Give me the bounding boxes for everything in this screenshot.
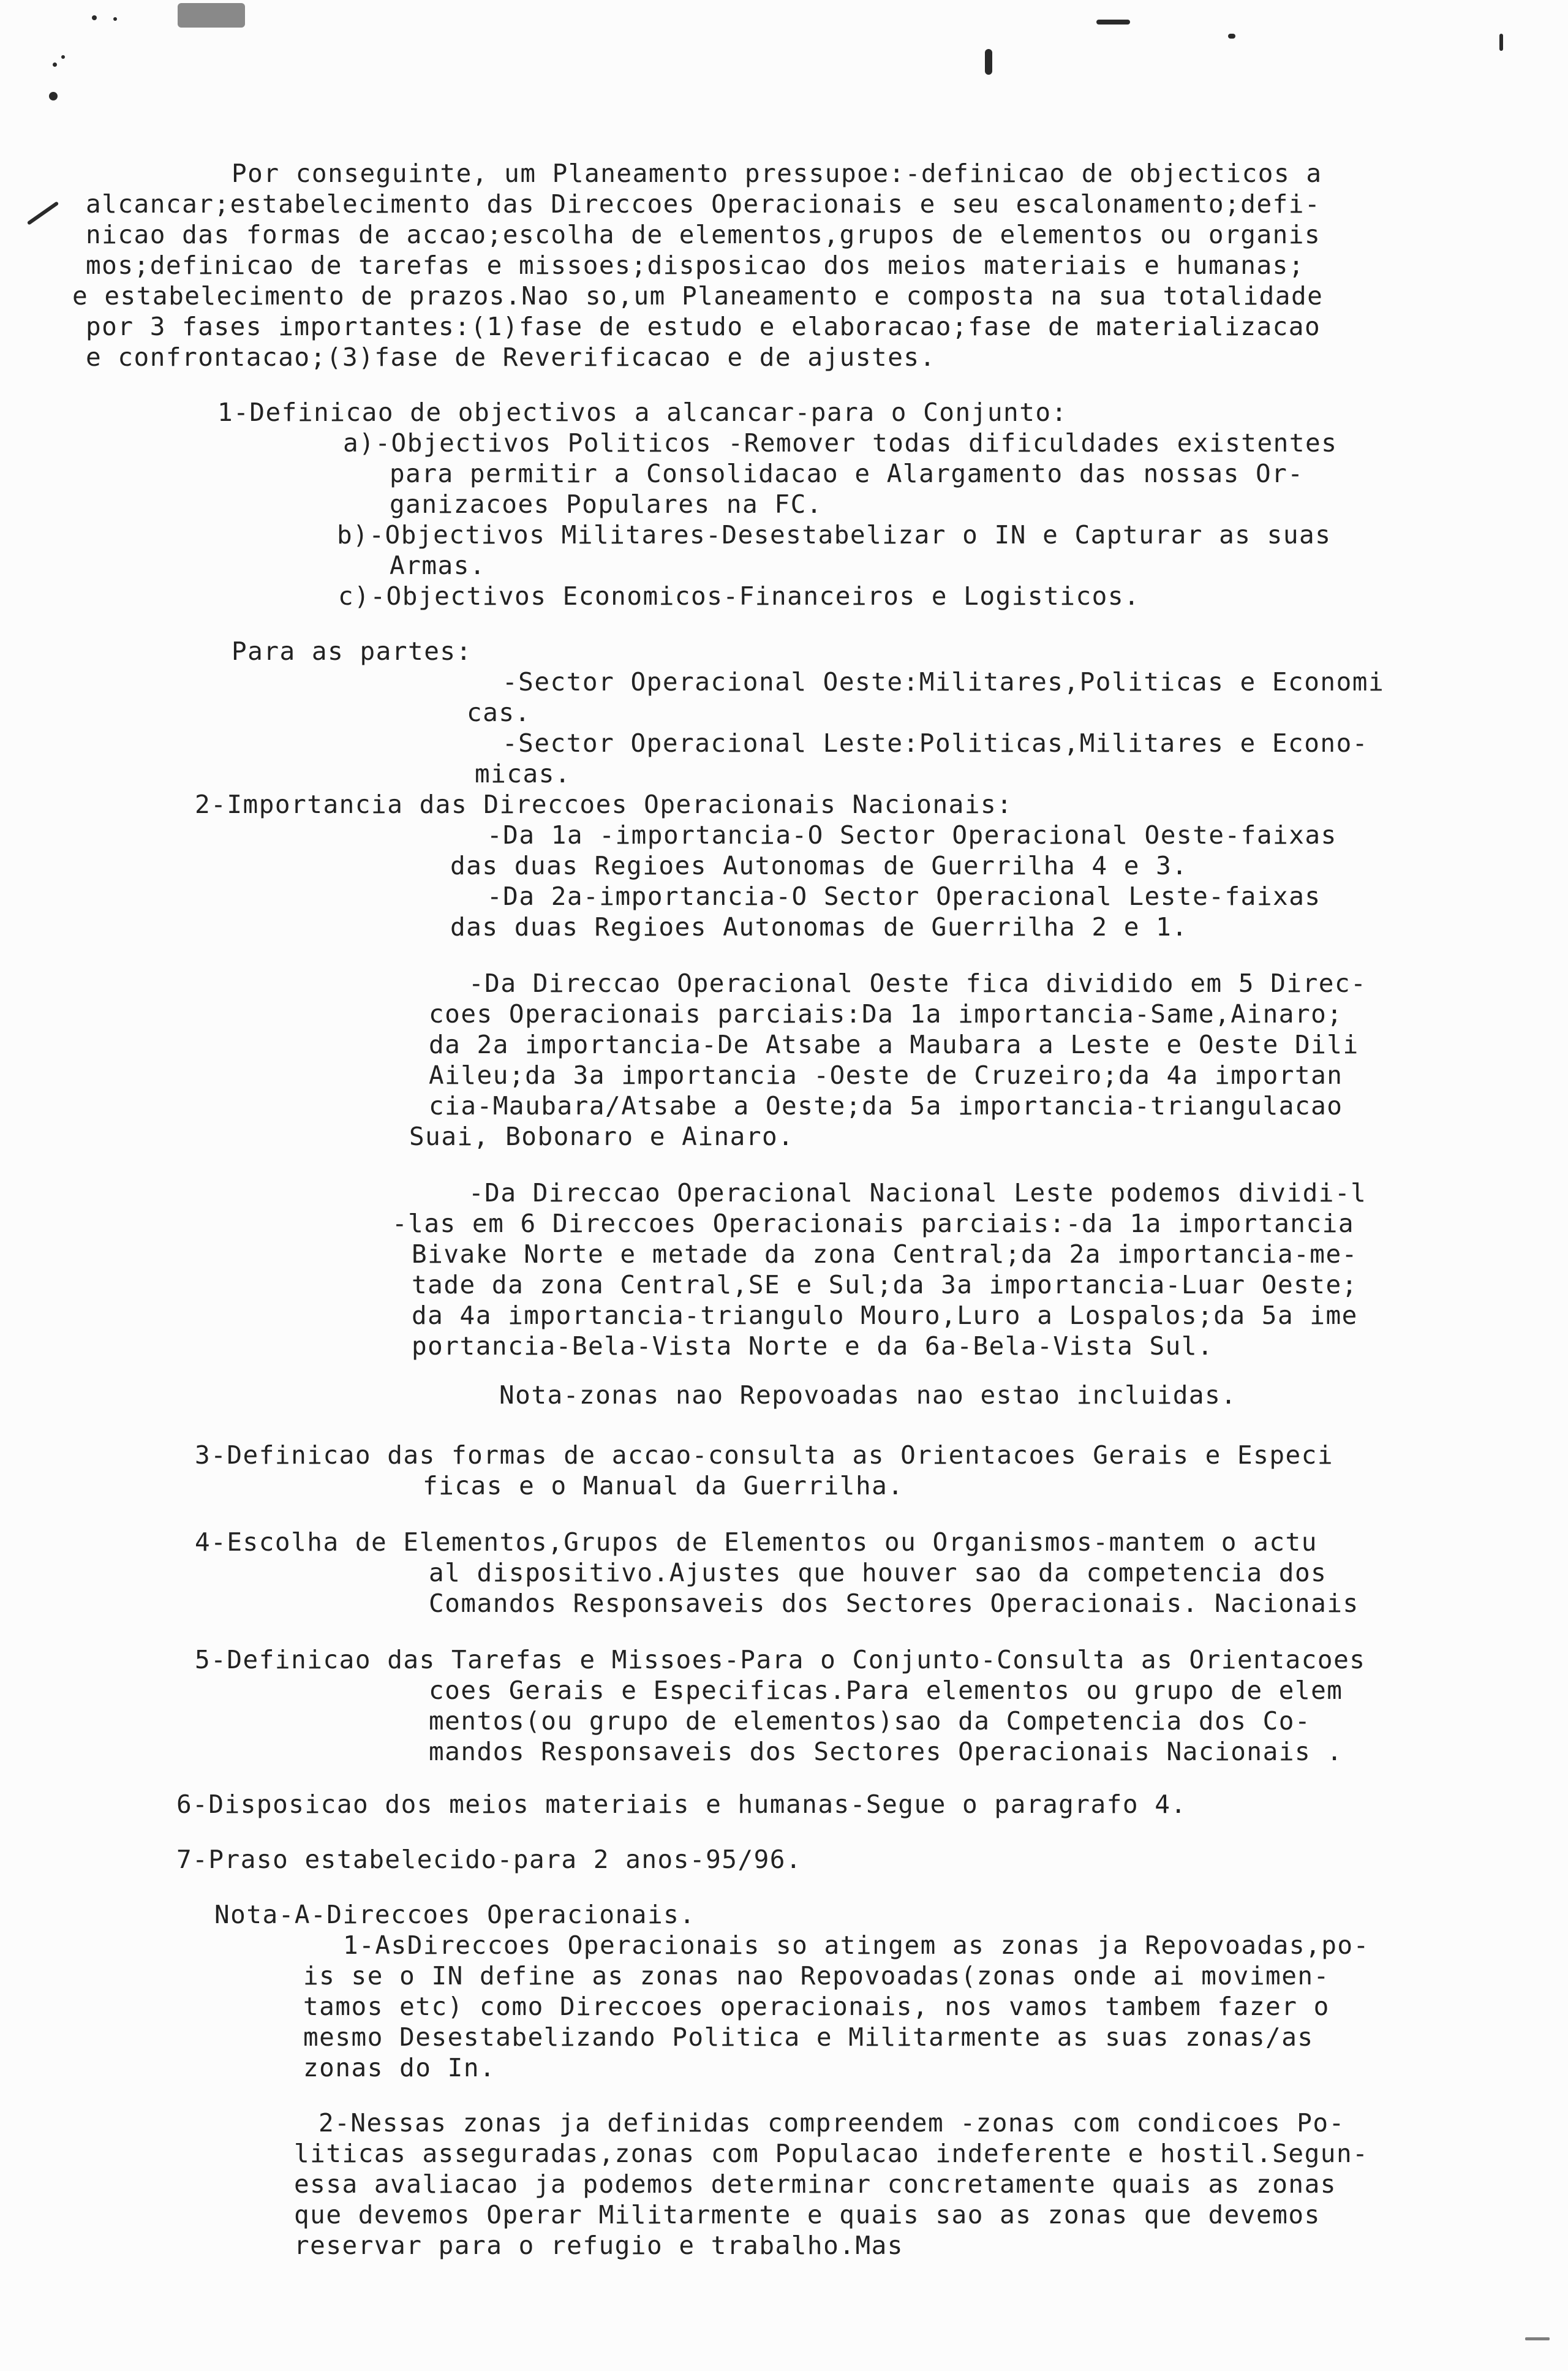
nota-1-line: mesmo Desestabelizando Politica e Militarmente as suas zonas/as (303, 2022, 1314, 2052)
objective-a-line: para permitir a Consolidacao e Alargamento das nossas Or- (390, 459, 1304, 488)
intro-line: e confrontacao;(3)fase de Reverificacao e de ajustes. (86, 342, 936, 372)
scan-mark (178, 3, 245, 28)
scan-mark (53, 62, 57, 67)
section-5-line: coes Gerais e Especificas.Para elementos ou grupo de elem (429, 1676, 1343, 1705)
section-6-line: 6-Disposicao dos meios materiais e humanas-Segue o paragrafo 4. (176, 1790, 1187, 1819)
scan-mark (61, 55, 65, 59)
section-2-line: das duas Regioes Autonomas de Guerrilha 4 e 3. (450, 851, 1188, 880)
scan-mark (1096, 20, 1130, 25)
nota-1-line: 1-AsDireccoes Operacionais so atingem as zonas ja Repovoadas,po- (343, 1930, 1370, 1960)
partes-heading: Para as partes: (232, 637, 472, 666)
oeste-paragraph-line: -Da Direccao Operacional Oeste fica dividido em 5 Direc- (469, 969, 1367, 998)
nota-2-line: essa avaliacao ja podemos determinar concretamente quais as zonas (294, 2169, 1336, 2199)
leste-paragraph-line: portancia-Bela-Vista Norte e da 6a-Bela-Vista Sul. (412, 1331, 1214, 1361)
section-2-heading: 2-Importancia das Direccoes Operacionais Nacionais: (195, 790, 1013, 819)
nota-1-line: tamos etc) como Direccoes operacionais, nos vamos tambem fazer o (303, 1992, 1330, 2021)
section-3-line: ficas e o Manual da Guerrilha. (423, 1471, 904, 1500)
intro-line: nicao das formas de accao;escolha de elementos,grupos de elementos ou organis (86, 220, 1321, 249)
section-7-line: 7-Praso estabelecido-para 2 anos-95/96. (176, 1845, 802, 1874)
section-1-heading: 1-Definicao de objectivos a alcancar-para o Conjunto: (217, 398, 1068, 427)
leste-paragraph-line: tade da zona Central,SE e Sul;da 3a importancia-Luar Oeste; (412, 1270, 1358, 1299)
section-5-line: mandos Responsaveis dos Sectores Operacionais Nacionais . (429, 1737, 1343, 1766)
scan-mark (1228, 34, 1235, 39)
intro-line: mos;definicao de tarefas e missoes;disposicao dos meios materiais e humanas; (86, 251, 1305, 280)
intro-line: por 3 fases importantes:(1)fase de estudo e elaboracao;fase de materializacao (86, 312, 1321, 341)
partes-line: -Sector Operacional Oeste:Militares,Politicas e Economi (502, 667, 1385, 697)
leste-paragraph-line: -Da Direccao Operacional Nacional Leste podemos dividi-l (469, 1178, 1367, 1208)
objective-a-line: a)-Objectivos Politicos -Remover todas dificuldades existentes (343, 428, 1338, 458)
objective-c-line: c)-Objectivos Economicos-Financeiros e Logisticos. (338, 581, 1140, 611)
intro-line: e estabelecimento de prazos.Nao so,um Planeamento e composta na sua totalidade (72, 281, 1324, 311)
oeste-paragraph-line: coes Operacionais parciais:Da 1a importancia-Same,Ainaro; (429, 999, 1343, 1029)
section-3-line: 3-Definicao das formas de accao-consulta as Orientacoes Gerais e Especi (195, 1440, 1334, 1470)
oeste-paragraph-line: cia-Maubara/Atsabe a Oeste;da 5a importancia-triangulacao (429, 1091, 1343, 1121)
nota-2-line: liticas asseguradas,zonas com Populacao indeferente e hostil.Segun- (294, 2139, 1369, 2168)
scan-mark (1525, 2337, 1550, 2340)
oeste-paragraph-line: Suai, Bobonaro e Ainaro. (409, 1122, 794, 1151)
objective-a-line: ganizacoes Populares na FC. (390, 490, 823, 519)
scan-mark (985, 49, 992, 75)
section-2-line: -Da 1a -importancia-O Sector Operacional Oeste-faixas (487, 820, 1337, 850)
partes-line: micas. (475, 759, 571, 788)
scan-mark (1499, 34, 1503, 51)
partes-line: cas. (467, 698, 531, 727)
nota-1-line: is se o IN define as zonas nao Repovoadas(zonas onde ai movimen- (303, 1961, 1330, 1991)
nota-2-line: 2-Nessas zonas ja definidas compreendem -zonas com condicoes Po- (318, 2108, 1345, 2138)
nota-1-line: zonas do In. (303, 2053, 496, 2082)
section-4-line: Comandos Responsaveis dos Sectores Operacionais. Nacionais (429, 1589, 1359, 1618)
leste-paragraph-line: da 4a importancia-triangulo Mouro,Luro a Lospalos;da 5a ime (412, 1301, 1358, 1330)
intro-line: Por conseguinte, um Planeamento pressupoe:-definicao de objecticos a (232, 159, 1322, 188)
oeste-paragraph-line: da 2a importancia-De Atsabe a Maubara a Leste e Oeste Dili (429, 1030, 1359, 1059)
leste-paragraph-line: Bivake Norte e metade da zona Central;da 2a importancia-me- (412, 1239, 1358, 1269)
oeste-paragraph-line: Aileu;da 3a importancia -Oeste de Cruzeiro;da 4a importan (429, 1061, 1343, 1090)
partes-line: -Sector Operacional Leste:Politicas,Militares e Econo- (502, 728, 1368, 758)
section-4-line: al dispositivo.Ajustes que houver sao da competencia dos (429, 1558, 1327, 1587)
nota-zonas: Nota-zonas nao Repovoadas nao estao incluidas. (499, 1380, 1237, 1410)
section-2-line: -Da 2a-importancia-O Sector Operacional Leste-faixas (487, 882, 1321, 911)
scan-mark (49, 92, 58, 100)
nota-heading: Nota-A-Direccoes Operacionais. (214, 1900, 696, 1929)
leste-paragraph-line: -las em 6 Direccoes Operacionais parciais:-da 1a importancia (392, 1209, 1355, 1238)
section-4-line: 4-Escolha de Elementos,Grupos de Elementos ou Organismos-mantem o actu (195, 1527, 1317, 1557)
objective-b-line: Armas. (390, 551, 486, 580)
scan-mark (113, 17, 117, 21)
nota-2-line: que devemos Operar Militarmente e quais sao as zonas que devemos (294, 2200, 1321, 2229)
intro-line: alcancar;estabelecimento das Direccoes Operacionais e seu escalonamento;defi- (86, 189, 1321, 219)
margin-mark (27, 201, 59, 225)
section-2-line: das duas Regioes Autonomas de Guerrilha 2 e 1. (450, 912, 1188, 942)
section-5-line: mentos(ou grupo de elementos)sao da Competencia dos Co- (429, 1706, 1311, 1736)
objective-b-line: b)-Objectivos Militares-Desestabelizar o IN e Capturar as suas (337, 520, 1332, 550)
section-5-line: 5-Definicao das Tarefas e Missoes-Para o Conjunto-Consulta as Orientacoes (195, 1645, 1366, 1674)
nota-2-line: reservar para o refugio e trabalho.Mas (294, 2231, 903, 2260)
scan-mark (92, 15, 97, 20)
